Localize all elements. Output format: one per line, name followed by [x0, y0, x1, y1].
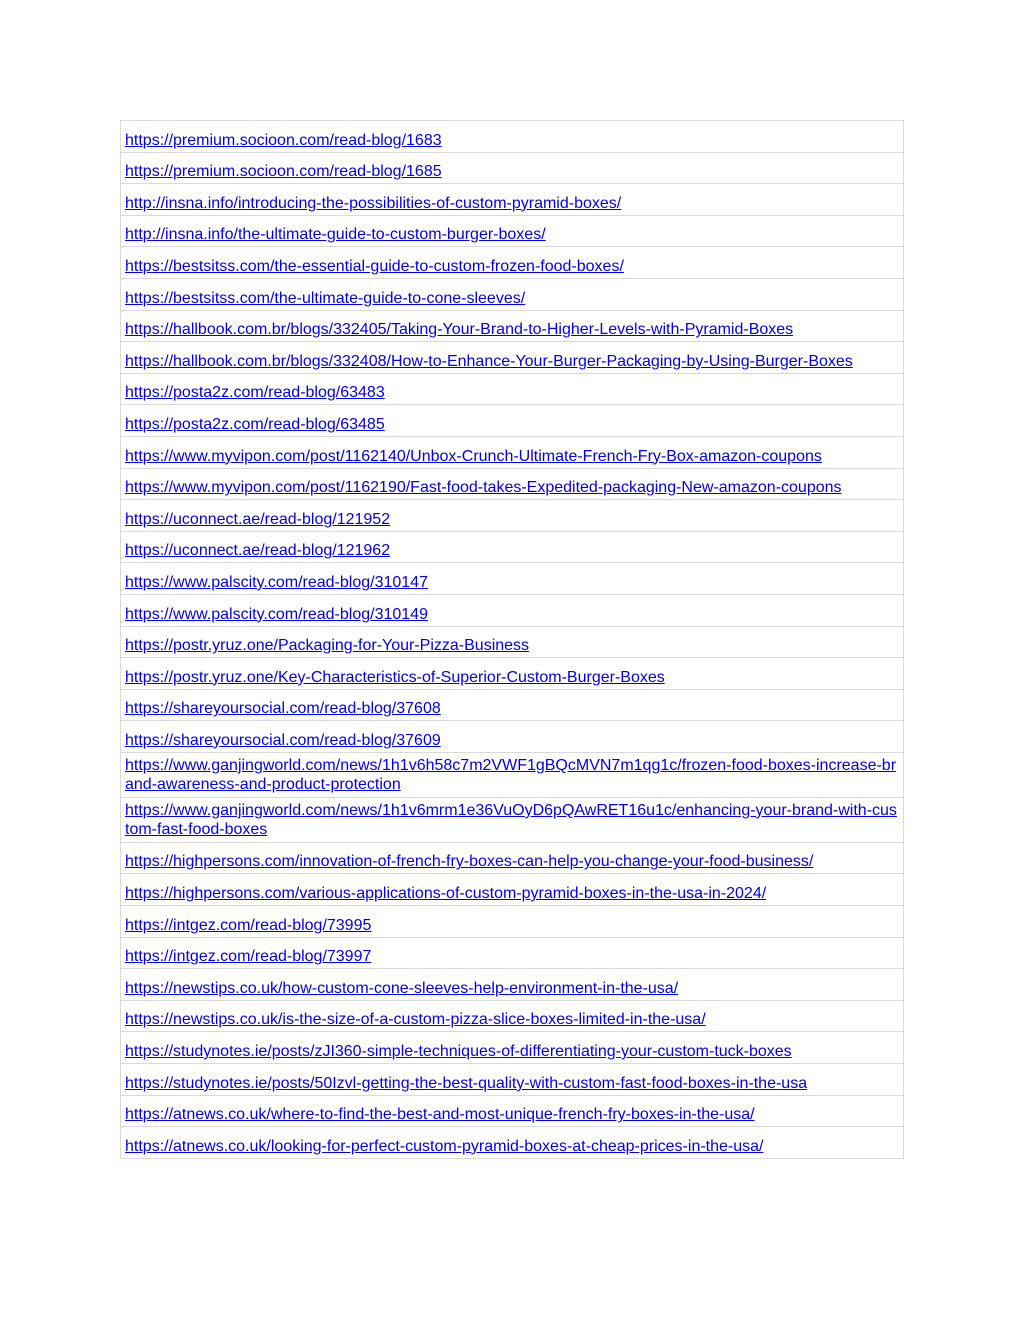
table-row: [121, 721, 904, 753]
link[interactable]: https://uconnect.ae/read-blog/121952: [125, 510, 391, 528]
link[interactable]: https://intgez.com/read-blog/73995: [125, 916, 372, 934]
link[interactable]: https://www.myvipon.com/post/1162190/Fast-food-takes-Expedited-packaging-New-amazon-coupons: [125, 479, 842, 497]
table-cell: [121, 874, 904, 906]
table-row: [121, 121, 904, 153]
table-cell: [121, 310, 904, 342]
link[interactable]: https://intgez.com/read-blog/73997: [125, 948, 372, 966]
table-row: [121, 247, 904, 279]
table-row: [121, 531, 904, 563]
link[interactable]: https://www.ganjingworld.com/news/1h1v6mrm1e36VuOyD6pQAwRET16u1c/enhancing-your-brand-with-custom-fast-food-boxes: [125, 801, 897, 838]
table-row: [121, 278, 904, 310]
table-cell: [121, 797, 904, 842]
table-row: [121, 874, 904, 906]
link-table: [120, 120, 904, 1159]
table-cell: [121, 184, 904, 216]
table-cell: [121, 906, 904, 938]
table-row: [121, 594, 904, 626]
table-cell: [121, 1127, 904, 1159]
table-row: [121, 752, 904, 797]
table-row: [121, 626, 904, 658]
table-cell: [121, 247, 904, 279]
table-cell: [121, 752, 904, 797]
table-cell: [121, 842, 904, 874]
link[interactable]: https://shareyoursocial.com/read-blog/37609: [125, 731, 441, 749]
link[interactable]: https://shareyoursocial.com/read-blog/37608: [125, 700, 441, 718]
table-row: [121, 563, 904, 595]
table-cell: [121, 468, 904, 500]
table-cell: [121, 500, 904, 532]
table-cell: [121, 969, 904, 1001]
table-cell: [121, 626, 904, 658]
link[interactable]: https://bestsitss.com/the-ultimate-guide-to-cone-sleeves/: [125, 289, 526, 307]
table-cell: [121, 658, 904, 690]
table-row: [121, 342, 904, 374]
table-row: [121, 152, 904, 184]
table-cell: [121, 1032, 904, 1064]
link[interactable]: https://newstips.co.uk/how-custom-cone-sleeves-help-environment-in-the-usa/: [125, 979, 679, 997]
link[interactable]: https://posta2z.com/read-blog/63483: [125, 384, 385, 402]
table-cell: [121, 1000, 904, 1032]
link[interactable]: https://www.palscity.com/read-blog/310147: [125, 573, 428, 591]
link[interactable]: https://postr.yruz.one/Packaging-for-Your-Pizza-Business: [125, 637, 530, 655]
table-cell: [121, 152, 904, 184]
link[interactable]: https://premium.socioon.com/read-blog/1683: [125, 131, 442, 149]
link[interactable]: https://newstips.co.uk/is-the-size-of-a-custom-pizza-slice-boxes-limited-in-the-usa/: [125, 1011, 706, 1029]
table-row: [121, 689, 904, 721]
table-cell: [121, 1064, 904, 1096]
table-row: [121, 658, 904, 690]
link[interactable]: https://www.palscity.com/read-blog/310149: [125, 605, 428, 623]
link[interactable]: https://postr.yruz.one/Key-Characteristics-of-Superior-Custom-Burger-Boxes: [125, 668, 665, 686]
table-cell: [121, 937, 904, 969]
table-row: [121, 405, 904, 437]
table-row: [121, 215, 904, 247]
link[interactable]: https://studynotes.ie/posts/50Izvl-getting-the-best-quality-with-custom-fast-food-boxes-in-the-usa: [125, 1074, 808, 1092]
table-row: [121, 797, 904, 842]
link[interactable]: https://hallbook.com.br/blogs/332408/How-to-Enhance-Your-Burger-Packaging-by-Using-Burger-Boxes: [125, 352, 853, 370]
table-row: [121, 500, 904, 532]
table-row: [121, 1127, 904, 1159]
table-cell: [121, 121, 904, 153]
link[interactable]: https://bestsitss.com/the-essential-guide-to-custom-frozen-food-boxes/: [125, 257, 624, 275]
link[interactable]: https://atnews.co.uk/where-to-find-the-best-and-most-unique-french-fry-boxes-in-the-usa/: [125, 1106, 755, 1124]
table-row: [121, 937, 904, 969]
link[interactable]: http://insna.info/introducing-the-possibilities-of-custom-pyramid-boxes/: [125, 194, 622, 212]
table-cell: [121, 436, 904, 468]
table-row: [121, 373, 904, 405]
table-row: [121, 310, 904, 342]
link[interactable]: https://hallbook.com.br/blogs/332405/Taking-Your-Brand-to-Higher-Levels-with-Pyramid-Boxes: [125, 321, 794, 339]
table-row: [121, 184, 904, 216]
table-row: [121, 1095, 904, 1127]
table-cell: [121, 563, 904, 595]
link[interactable]: https://studynotes.ie/posts/zJI360-simple-techniques-of-differentiating-your-custom-tuck-boxes: [125, 1043, 792, 1061]
table-row: [121, 436, 904, 468]
table-cell: [121, 594, 904, 626]
table-row: [121, 1000, 904, 1032]
table-cell: [121, 721, 904, 753]
table-row: [121, 906, 904, 938]
table-cell: [121, 531, 904, 563]
table-cell: [121, 215, 904, 247]
table-row: [121, 1064, 904, 1096]
link[interactable]: https://uconnect.ae/read-blog/121962: [125, 542, 391, 560]
link[interactable]: http://insna.info/the-ultimate-guide-to-custom-burger-boxes/: [125, 226, 546, 244]
link[interactable]: https://posta2z.com/read-blog/63485: [125, 415, 385, 433]
table-row: [121, 468, 904, 500]
table-cell: [121, 405, 904, 437]
link[interactable]: https://www.myvipon.com/post/1162140/Unbox-Crunch-Ultimate-French-Fry-Box-amazon-coupons: [125, 447, 822, 465]
table-row: [121, 969, 904, 1001]
table-cell: [121, 1095, 904, 1127]
table-row: [121, 842, 904, 874]
table-cell: [121, 373, 904, 405]
link[interactable]: https://www.ganjingworld.com/news/1h1v6h58c7m2VWF1gBQcMVN7m1qg1c/frozen-food-boxes-increase-brand-awareness-and-product-protection: [125, 756, 897, 793]
link[interactable]: https://highpersons.com/innovation-of-french-fry-boxes-can-help-you-change-your-food-business/: [125, 853, 814, 871]
table-cell: [121, 689, 904, 721]
table-row: [121, 1032, 904, 1064]
table-cell: [121, 278, 904, 310]
link[interactable]: https://highpersons.com/various-applications-of-custom-pyramid-boxes-in-the-usa-in-2024/: [125, 885, 767, 903]
link[interactable]: https://atnews.co.uk/looking-for-perfect-custom-pyramid-boxes-at-cheap-prices-in-the-usa/: [125, 1137, 764, 1155]
table-cell: [121, 342, 904, 374]
link[interactable]: https://premium.socioon.com/read-blog/1685: [125, 163, 442, 181]
